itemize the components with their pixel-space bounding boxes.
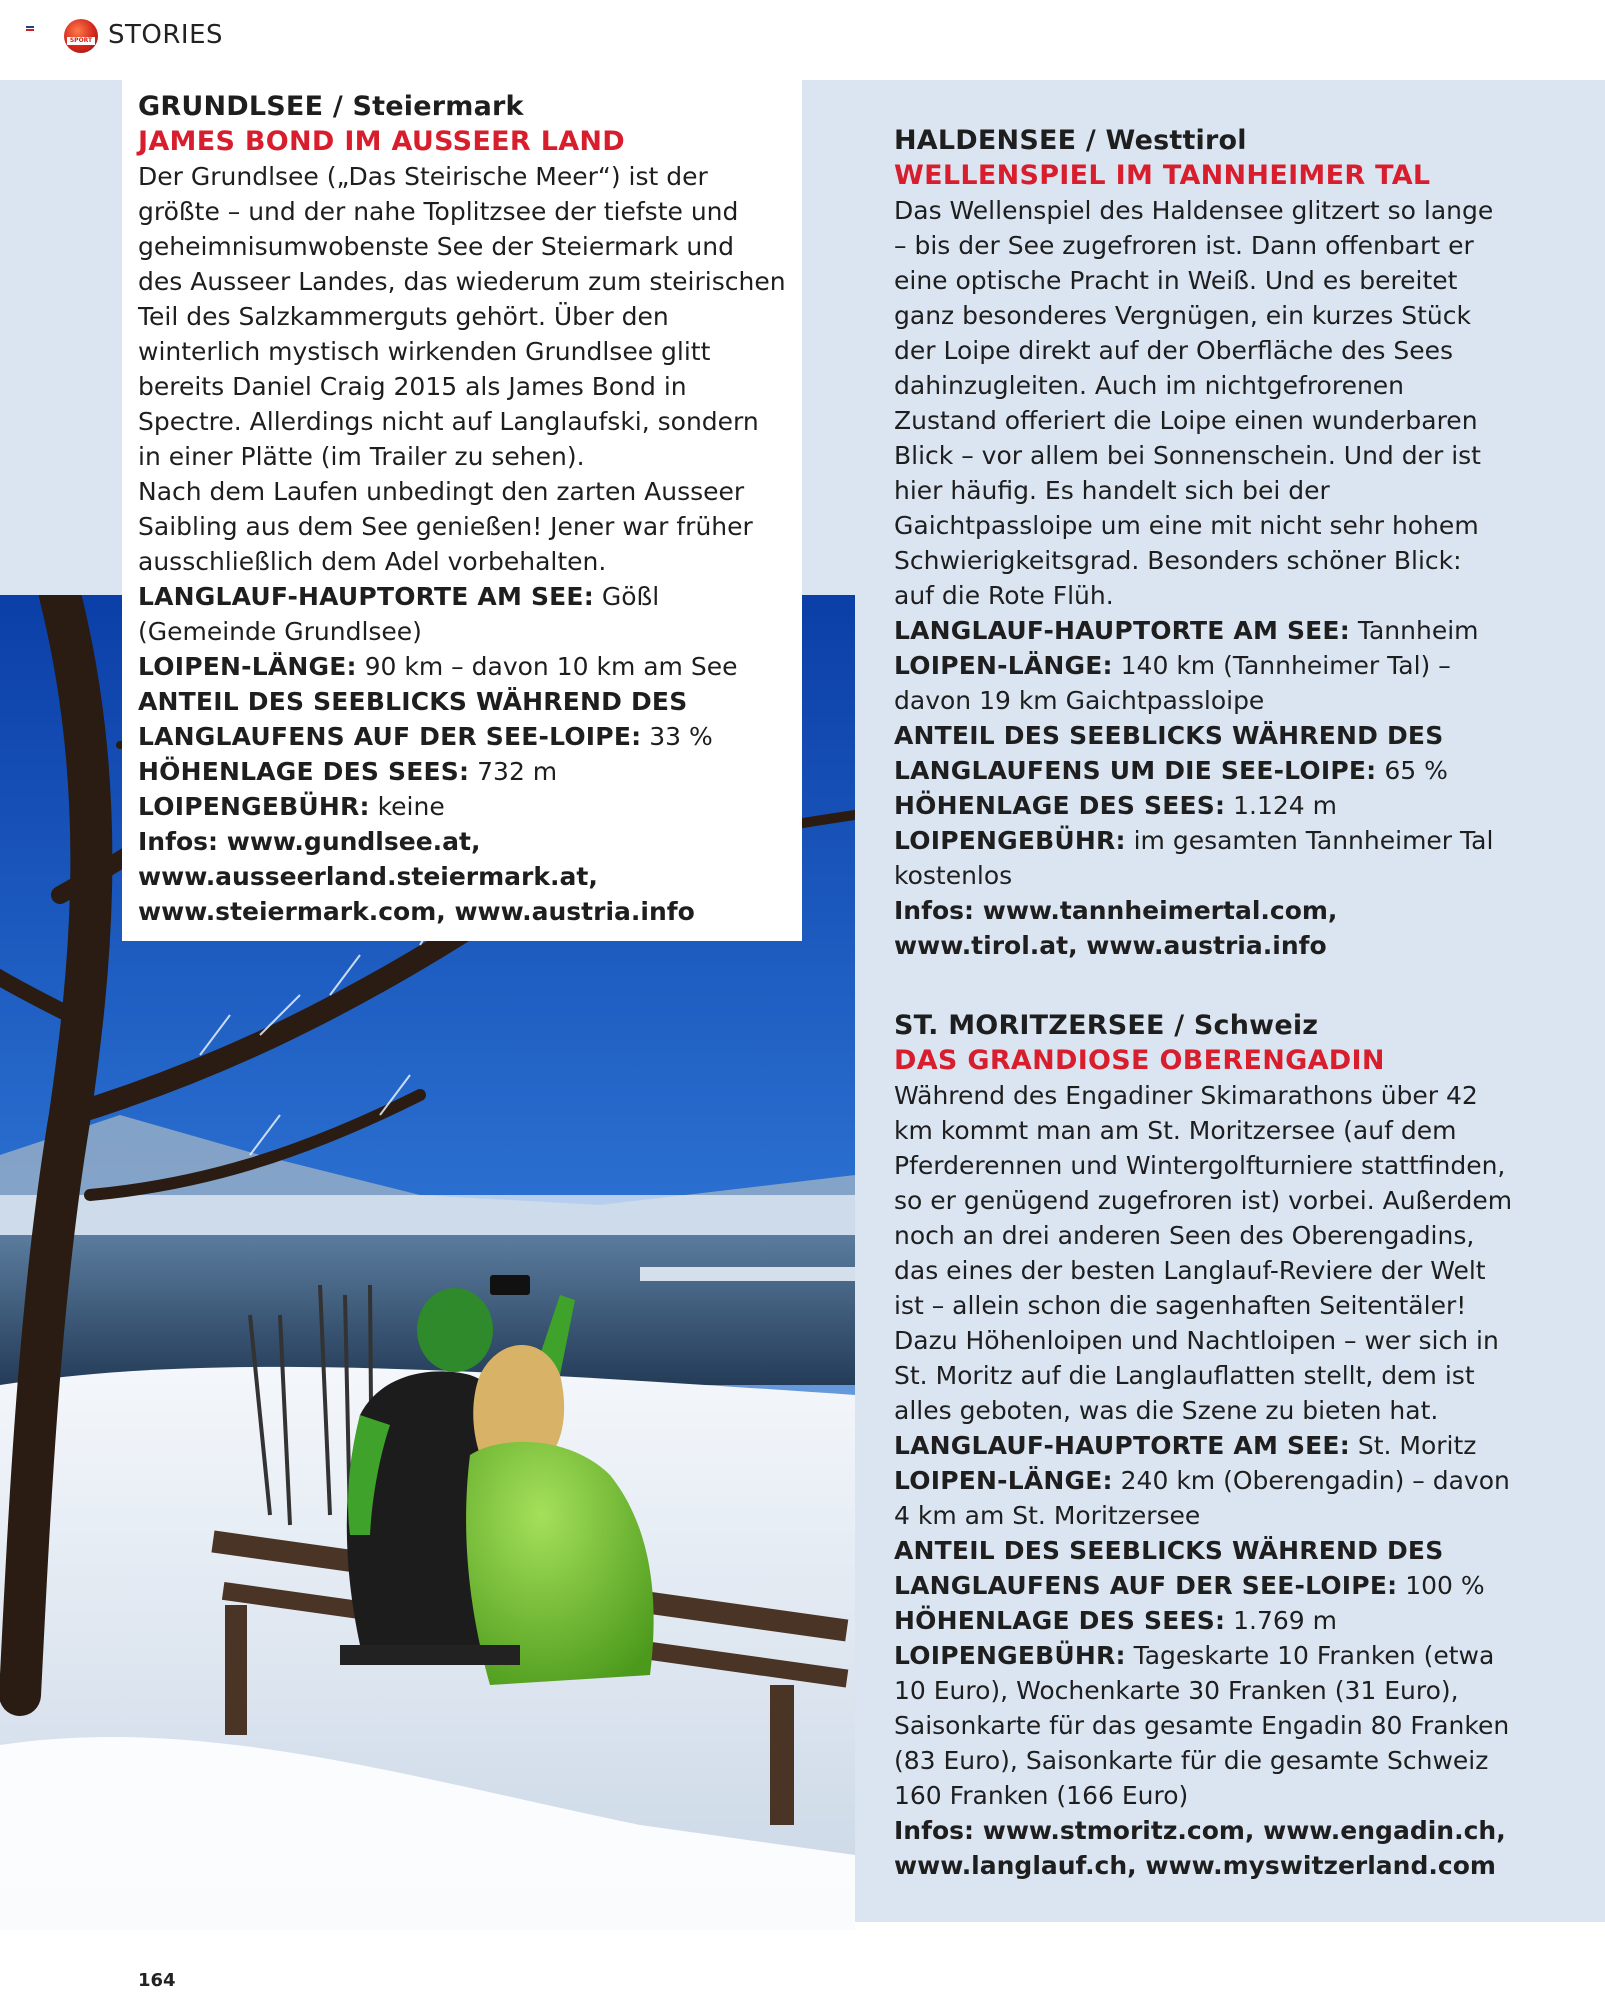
fact-label: LOIPENGEBÜHR: [894, 1641, 1126, 1670]
fact-label: ANTEIL DES SEEBLICKS WÄHREND DES LANGLAUFENS UM DIE SEE-LOIPE: [894, 721, 1444, 785]
fact-label: LANGLAUF-HAUPTORTE AM SEE: [894, 616, 1350, 645]
fact-value: St. Moritz [1349, 1431, 1477, 1460]
fact-label: LOIPEN-LÄNGE: [138, 652, 357, 681]
info-links: Infos: www.gundlsee.at, www.ausseerland.steiermark.at, www.steiermark.com, www.austria.info [138, 827, 695, 926]
article-place: ST. MORITZERSEE / Schweiz [894, 1010, 1319, 1041]
fact-label: HÖHENLAGE DES SEES: [894, 1606, 1226, 1635]
fact-value: Tannheim [1349, 616, 1479, 645]
article-body: Das Wellenspiel des Haldensee glitzert so lange – bis der See zugefroren ist. Dann offenbart er eine optische Pracht in Weiß. Und es bereitet ganz besonderes Vergnügen, ein kurzes Stück der Loipe direkt auf der Oberfläche des Sees dahinzugleiten. Auch im nichtgefrorenen Zustand offeriert die Loipe einen wunderbaren Blick – vor allem bei Sonnenschein. Und der ist hier häufig. Es handelt sich bei der Gaichtpassloipe um eine mit nicht sehr hohem Schwierigkeitsgrad. Besonders schöner Blick: auf die Rote Flüh. [894, 196, 1494, 610]
fact-row [894, 648, 1494, 718]
fact-value: 100 % [1397, 1571, 1485, 1600]
fact-row [894, 718, 1494, 788]
article-subtitle: JAMES BOND IM AUSSEER LAND [138, 126, 626, 157]
fact-row [894, 613, 1494, 648]
fact-row [894, 1463, 1514, 1533]
fact-value: keine [369, 792, 445, 821]
article-body: Der Grundlsee („Das Steirische Meer“) ist der größte – und der nahe Toplitzsee der tiefste und geheimnisumwobenste See der Steiermark und des Ausseer Landes, das wiederum zum steirischen Teil des Salzkammerguts gehört. Über den winterlich mystisch wirkenden Grundlsee glitt bereits Daniel Craig 2015 als James Bond in Spectre. Allerdings nicht auf Langlaufski, sondern in einer Plätte (im Trailer zu sehen). [138, 162, 786, 471]
fact-row [894, 823, 1494, 893]
fact-row [894, 1638, 1514, 1813]
fact-row [138, 649, 786, 684]
fact-row [894, 1533, 1514, 1603]
fact-label: LANGLAUF-HAUPTORTE AM SEE: [138, 582, 594, 611]
article-subtitle: DAS GRANDIOSE OBERENGADIN [894, 1045, 1385, 1076]
article-body: Während des Engadiner Skimarathons über 42 km kommt man am St. Moritzersee (auf dem Pferderennen und Wintergolfturniere stattfinden, so er genügend zugefroren ist) vorbei. Außerdem noch an drei anderen Seen des Oberengadins, das eines der besten Langlauf-Reviere der Welt ist – allein schon die sagenhaften Seitentäler! Dazu Höhenloipen und Nachtloipen – wer sich in St. Moritz auf die Langlauflatten stellt, dem ist alles geboten, was die Szene zu bieten hat. [894, 1081, 1513, 1425]
fact-label: LOIPEN-LÄNGE: [894, 1466, 1113, 1495]
fact-value: 1.124 m [1225, 791, 1338, 820]
fact-row [138, 579, 786, 649]
flag-icon [26, 26, 34, 32]
article-body-2: Nach dem Laufen unbedingt den zarten Ausseer Saibling aus dem See genießen! Jener war früher ausschließlich dem Adel vorbehalten. [138, 477, 753, 576]
fact-value: 732 m [469, 757, 558, 786]
section-title: STORIES [108, 20, 224, 50]
article-grundlsee [122, 80, 802, 941]
article-subtitle: WELLENSPIEL IM TANNHEIMER TAL [894, 160, 1431, 191]
fact-value: Tageskarte 10 Franken (etwa 10 Euro), Wochenkarte 30 Franken (31 Euro), Saisonkarte für das gesamte Engadin 80 Franken (83 Euro), Saisonkarte für die gesamte Schweiz 160 Franken (166 Euro) [894, 1641, 1510, 1810]
fact-value: 140 km (Tannheimer Tal) – davon 19 km Gaichtpassloipe [894, 651, 1451, 715]
fact-label: LANGLAUF-HAUPTORTE AM SEE: [894, 1431, 1350, 1460]
page-number: 164 [138, 1970, 176, 1991]
fact-value: 65 % [1376, 756, 1448, 785]
article-place: GRUNDLSEE / Steiermark [138, 91, 524, 122]
fact-label: HÖHENLAGE DES SEES: [138, 757, 470, 786]
fact-label: ANTEIL DES SEEBLICKS WÄHREND DES LANGLAUFENS AUF DER SEE-LOIPE: [138, 687, 688, 751]
article-place: HALDENSEE / Westtirol [894, 125, 1247, 156]
fact-row [894, 1603, 1514, 1638]
top-bar [0, 0, 1605, 72]
fact-value: 1.769 m [1225, 1606, 1338, 1635]
fact-value: 90 km – davon 10 km am See [356, 652, 738, 681]
article-haldensee [894, 123, 1494, 963]
fact-label: ANTEIL DES SEEBLICKS WÄHREND DES LANGLAUFENS AUF DER SEE-LOIPE: [894, 1536, 1444, 1600]
fact-value: im gesamten Tannheimer Tal kostenlos [894, 826, 1494, 890]
fact-label: LOIPENGEBÜHR: [138, 792, 370, 821]
info-links: Infos: www.stmoritz.com, www.engadin.ch, www.langlauf.ch, www.myswitzerland.com [894, 1816, 1506, 1880]
fact-row [894, 1428, 1514, 1463]
fact-value: 240 km (Oberengadin) – davon 4 km am St. Moritzersee [894, 1466, 1510, 1530]
fact-label: LOIPEN-LÄNGE: [894, 651, 1113, 680]
fact-label: HÖHENLAGE DES SEES: [894, 791, 1226, 820]
fact-value: Gößl (Gemeinde Grundlsee) [138, 582, 660, 646]
fact-row [138, 754, 786, 789]
fact-row [894, 788, 1494, 823]
article-st-moritzersee [894, 1008, 1514, 1883]
fact-row [138, 789, 786, 824]
info-links: Infos: www.tannheimertal.com, www.tirol.at, www.austria.info [894, 896, 1338, 960]
fact-label: LOIPENGEBÜHR: [894, 826, 1126, 855]
fact-value: 33 % [641, 722, 713, 751]
fact-row [138, 684, 786, 754]
sport2000-logo: SPORT 2000 [64, 19, 98, 53]
